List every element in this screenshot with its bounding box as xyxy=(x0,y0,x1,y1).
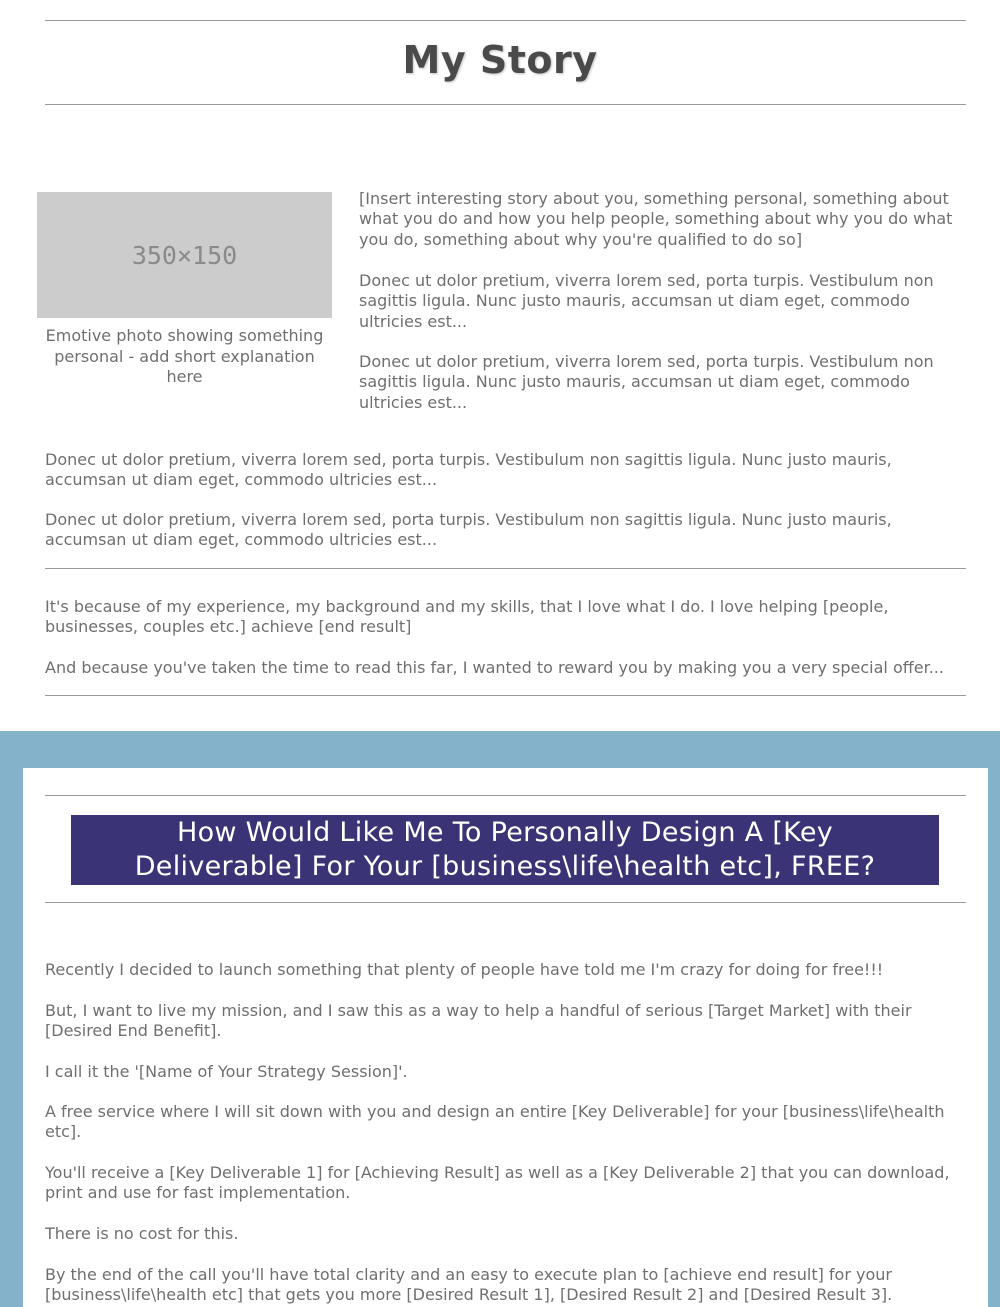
offer-paragraph: A free service where I will sit down with you and design an entire [Key Deliverable] for your [business\life\health etc]. xyxy=(45,1102,945,1142)
offer-section xyxy=(0,731,1000,1307)
story-paragraph: Donec ut dolor pretium, viverra lorem sed, porta turpis. Vestibulum non sagittis ligula. Nunc justo mauris, accumsan ut diam eget, commodo ultricies est... xyxy=(45,450,892,490)
section-divider xyxy=(45,695,966,696)
photo-placeholder-dimensions: 350×150 xyxy=(131,240,238,270)
offer-paragraph: I call it the '[Name of Your Strategy Session]'. xyxy=(45,1062,408,1081)
story-photo-placeholder xyxy=(37,192,332,318)
closing-paragraph: It's because of my experience, my background and my skills, that I love what I do. I love helping [people, businesses, couples etc.] achieve [end result] xyxy=(45,597,889,637)
title-bottom-divider xyxy=(45,104,966,105)
offer-paragraph: Recently I decided to launch something that plenty of people have told me I'm crazy for doing for free!!! xyxy=(45,960,884,979)
offer-paragraph: By the end of the call you'll have total clarity and an easy to execute plan to [achieve end result] for your [business\life\health etc] that gets you more [Desired Result 1], [Desired Result 2] and [Desired Result 3]. xyxy=(45,1265,893,1305)
offer-paragraph: You'll receive a [Key Deliverable 1] for [Achieving Result] as well as a [Key Deliverable 2] that you can download, print and use for fast implementation. xyxy=(45,1163,950,1203)
story-paragraph: Donec ut dolor pretium, viverra lorem sed, porta turpis. Vestibulum non sagittis ligula. Nunc justo mauris, accumsan ut diam eget, commodo ultricies est... xyxy=(359,271,934,331)
offer-card xyxy=(23,768,988,1307)
headline-bottom-divider xyxy=(45,902,966,903)
page-title: My Story xyxy=(402,38,598,82)
story-paragraph: Donec ut dolor pretium, viverra lorem sed, porta turpis. Vestibulum non sagittis ligula. Nunc justo mauris, accumsan ut diam eget, commodo ultricies est... xyxy=(45,510,892,550)
title-top-divider xyxy=(45,20,966,21)
photo-caption: Emotive photo showing something personal - add short explanation here xyxy=(45,326,324,386)
offer-headline: How Would Like Me To Personally Design A [Key Deliverable] For Your [business\life\health etc], FREE? xyxy=(71,815,939,885)
story-paragraph: [Insert interesting story about you, something personal, something about what you do and how you help people, something about why you do what you do, something about why you're qualified to do so] xyxy=(359,189,953,249)
story-paragraph: Donec ut dolor pretium, viverra lorem sed, porta turpis. Vestibulum non sagittis ligula. Nunc justo mauris, accumsan ut diam eget, commodo ultricies est... xyxy=(359,352,934,412)
closing-paragraph: And because you've taken the time to read this far, I wanted to reward you by making you a very special offer... xyxy=(45,658,944,677)
offer-paragraph: There is no cost for this. xyxy=(45,1224,239,1243)
headline-top-divider xyxy=(45,795,966,796)
offer-paragraph: But, I want to live my mission, and I saw this as a way to help a handful of serious [Target Market] with their [Desired End Benefit]. xyxy=(45,1001,912,1041)
section-divider xyxy=(45,568,966,569)
